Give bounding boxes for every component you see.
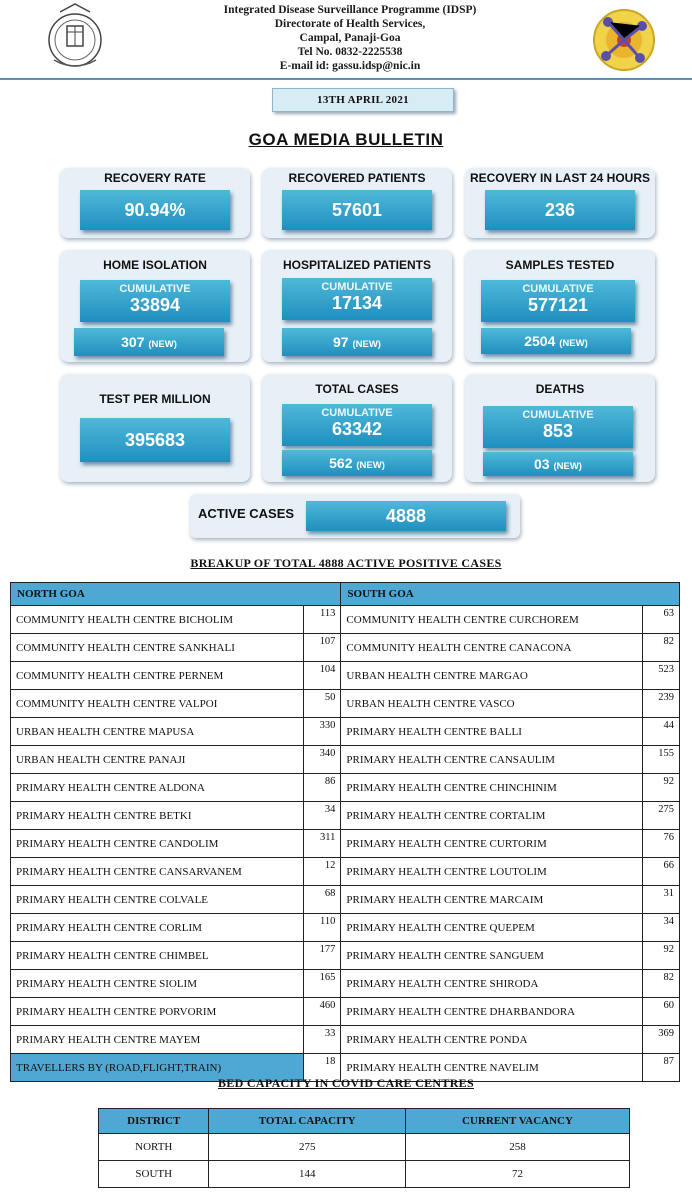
government-emblem-icon: [40, 2, 110, 72]
home-isolation-label: HOME ISOLATION: [103, 258, 207, 272]
north-case-count: 165: [304, 970, 341, 998]
breakup-heading: BREAKUP OF TOTAL 4888 ACTIVE POSITIVE CASES: [190, 556, 502, 570]
total-cases-new-tag: (NEW): [356, 460, 385, 471]
total-cases-label: TOTAL CASES: [315, 382, 399, 396]
north-centre-name: PRIMARY HEALTH CENTRE BETKI: [11, 802, 304, 830]
table-row: [11, 746, 680, 774]
recovered-patients-label: RECOVERED PATIENTS: [288, 171, 426, 185]
samples-tested-card: [465, 250, 655, 362]
table-row: [11, 802, 680, 830]
samples-tested-value: 577121: [527, 295, 589, 315]
north-case-count: 330: [304, 718, 341, 746]
hospitalized-new-value: 97: [333, 334, 349, 350]
south-centre-name: COMMUNITY HEALTH CENTRE CURCHOREM: [341, 606, 643, 634]
hospitalized-new-tag: (NEW): [352, 339, 381, 350]
hospitalized-new-box: [282, 328, 432, 356]
table-row: [11, 970, 680, 998]
north-centre-name: URBAN HEALTH CENTRE MAPUSA: [11, 718, 304, 746]
south-centre-name: PRIMARY HEALTH CENTRE CANSAULIM: [341, 746, 643, 774]
home-isolation-cumulative-box: [80, 280, 230, 322]
deaths-new-box: [483, 452, 633, 476]
test-per-million-label: TEST PER MILLION: [99, 392, 211, 406]
north-centre-name: PRIMARY HEALTH CENTRE CHIMBEL: [11, 942, 304, 970]
south-centre-name: PRIMARY HEALTH CENTRE SHIRODA: [341, 970, 643, 998]
bed-total-capacity: 275: [209, 1134, 405, 1161]
table-row: [11, 998, 680, 1026]
table-row: [11, 606, 680, 634]
table-row: [11, 662, 680, 690]
recovered-patients-value: 57601: [282, 190, 432, 230]
table-row: [11, 858, 680, 886]
page-title: GOA MEDIA BULLETIN: [248, 130, 444, 149]
recovery-rate-label: RECOVERY RATE: [104, 171, 206, 185]
total-cases-card: [262, 374, 452, 482]
active-cases-value: 4888: [306, 501, 506, 531]
bed-header-district: DISTRICT: [99, 1109, 209, 1134]
north-centre-name: PRIMARY HEALTH CENTRE CANDOLIM: [11, 830, 304, 858]
deaths-new-tag: (NEW): [553, 461, 582, 472]
active-cases-label: ACTIVE CASES: [198, 506, 295, 521]
south-centre-name: URBAN HEALTH CENTRE VASCO: [341, 690, 643, 718]
total-cases-new-box: [282, 450, 432, 476]
north-case-count: 34: [304, 802, 341, 830]
south-case-count: 66: [643, 858, 680, 886]
home-isolation-card: [60, 250, 250, 362]
south-centre-name: URBAN HEALTH CENTRE MARGAO: [341, 662, 643, 690]
north-centre-name: COMMUNITY HEALTH CENTRE VALPOI: [11, 690, 304, 718]
header-line-directorate: Directorate of Health Services,: [274, 18, 426, 30]
hospitalized-cumulative-label: CUMULATIVE: [321, 281, 393, 293]
south-case-count: 155: [643, 746, 680, 774]
bed-current-vacancy: 258: [405, 1134, 629, 1161]
bed-district: NORTH: [99, 1134, 209, 1161]
bulletin-date: 13TH APRIL 2021: [272, 88, 454, 112]
table-row: [11, 886, 680, 914]
south-case-count: 92: [643, 942, 680, 970]
north-case-count: 107: [304, 634, 341, 662]
recovery-rate-value: 90.94%: [80, 190, 230, 230]
north-case-count: 460: [304, 998, 341, 1026]
table-row: [11, 914, 680, 942]
samples-tested-new-box: [481, 328, 631, 354]
recovery-24h-card: [465, 168, 655, 238]
deaths-cumulative-box: [483, 406, 633, 448]
active-cases-breakup-table: [10, 582, 680, 1082]
north-centre-name: COMMUNITY HEALTH CENTRE PERNEM: [11, 662, 304, 690]
south-centre-name: PRIMARY HEALTH CENTRE LOUTOLIM: [341, 858, 643, 886]
bed-header-total: TOTAL CAPACITY: [209, 1109, 405, 1134]
north-case-count: 113: [304, 606, 341, 634]
south-case-count: 369: [643, 1026, 680, 1054]
south-case-count: 523: [643, 662, 680, 690]
south-case-count: 239: [643, 690, 680, 718]
north-case-count: 12: [304, 858, 341, 886]
north-case-count: 104: [304, 662, 341, 690]
table-row: [11, 718, 680, 746]
hospitalized-cumulative-box: [282, 278, 432, 320]
south-centre-name: PRIMARY HEALTH CENTRE CURTORIM: [341, 830, 643, 858]
south-centre-name: PRIMARY HEALTH CENTRE BALLI: [341, 718, 643, 746]
bed-current-vacancy: 72: [405, 1161, 629, 1188]
header-line-email: E-mail id: gassu.idsp@nic.in: [279, 60, 421, 72]
table-row: [11, 942, 680, 970]
south-centre-name: PRIMARY HEALTH CENTRE MARCAIM: [341, 886, 643, 914]
north-case-count: 50: [304, 690, 341, 718]
north-centre-name: COMMUNITY HEALTH CENTRE SANKHALI: [11, 634, 304, 662]
test-per-million-value: 395683: [80, 418, 230, 462]
deaths-label: DEATHS: [535, 382, 585, 396]
north-case-count: 177: [304, 942, 341, 970]
recovered-patients-card: [262, 168, 452, 238]
north-centre-name: PRIMARY HEALTH CENTRE COLVALE: [11, 886, 304, 914]
deaths-card: [465, 374, 655, 482]
deaths-value: 853: [542, 421, 574, 441]
header-line-program: Integrated Disease Surveillance Programme (IDSP): [223, 4, 477, 16]
south-case-count: 87: [643, 1054, 680, 1082]
bed-capacity-heading: BED CAPACITY IN COVID CARE CENTRES: [218, 1076, 474, 1090]
north-case-count: 18: [304, 1054, 341, 1082]
south-goa-header: SOUTH GOA: [341, 583, 680, 606]
samples-tested-cumulative-label: CUMULATIVE: [522, 283, 594, 295]
test-per-million-card: [60, 374, 250, 482]
table-row: [11, 774, 680, 802]
table-row: [11, 690, 680, 718]
total-cases-cumulative-label: CUMULATIVE: [321, 407, 393, 419]
total-cases-value: 63342: [331, 419, 383, 439]
north-case-count: 110: [304, 914, 341, 942]
north-case-count: 68: [304, 886, 341, 914]
home-isolation-new-box: [74, 328, 224, 356]
south-case-count: 44: [643, 718, 680, 746]
home-isolation-new-tag: (NEW): [148, 339, 177, 350]
header-line-phone: Tel No. 0832-2225538: [297, 46, 403, 58]
total-cases-new-value: 562: [329, 455, 353, 471]
north-centre-name: PRIMARY HEALTH CENTRE ALDONA: [11, 774, 304, 802]
south-case-count: 31: [643, 886, 680, 914]
samples-tested-new-tag: (NEW): [559, 338, 588, 349]
deaths-new-value: 03: [534, 456, 550, 472]
table-row: [11, 830, 680, 858]
header-divider: [0, 78, 692, 80]
south-case-count: 275: [643, 802, 680, 830]
deaths-cumulative-label: CUMULATIVE: [522, 409, 594, 421]
home-isolation-value: 33894: [129, 295, 181, 315]
header-address: [150, 3, 550, 73]
recovery-24h-label: RECOVERY IN LAST 24 HOURS: [469, 171, 651, 185]
active-cases-card: [190, 494, 520, 538]
table-row: [99, 1134, 630, 1161]
hospitalized-label: HOSPITALIZED PATIENTS: [282, 258, 431, 272]
total-cases-cumulative-box: [282, 404, 432, 446]
south-case-count: 60: [643, 998, 680, 1026]
recovery-rate-card: [60, 168, 250, 238]
south-centre-name: PRIMARY HEALTH CENTRE PONDA: [341, 1026, 643, 1054]
south-centre-name: PRIMARY HEALTH CENTRE CHINCHINIM: [341, 774, 643, 802]
recovery-24h-value: 236: [485, 190, 635, 230]
north-centre-name: TRAVELLERS BY (ROAD,FLIGHT,TRAIN): [11, 1054, 304, 1082]
south-case-count: 76: [643, 830, 680, 858]
north-case-count: 33: [304, 1026, 341, 1054]
bed-header-vacancy: CURRENT VACANCY: [405, 1109, 629, 1134]
bed-capacity-table: [98, 1108, 630, 1188]
north-case-count: 340: [304, 746, 341, 774]
south-centre-name: PRIMARY HEALTH CENTRE CORTALIM: [341, 802, 643, 830]
north-centre-name: PRIMARY HEALTH CENTRE CORLIM: [11, 914, 304, 942]
south-case-count: 82: [643, 970, 680, 998]
south-centre-name: PRIMARY HEALTH CENTRE NAVELIM: [341, 1054, 643, 1082]
south-centre-name: PRIMARY HEALTH CENTRE QUEPEM: [341, 914, 643, 942]
north-centre-name: PRIMARY HEALTH CENTRE CANSARVANEM: [11, 858, 304, 886]
north-centre-name: COMMUNITY HEALTH CENTRE BICHOLIM: [11, 606, 304, 634]
south-case-count: 34: [643, 914, 680, 942]
table-row: [11, 634, 680, 662]
north-centre-name: PRIMARY HEALTH CENTRE SIOLIM: [11, 970, 304, 998]
north-case-count: 86: [304, 774, 341, 802]
south-case-count: 82: [643, 634, 680, 662]
table-row: [11, 1026, 680, 1054]
south-case-count: 92: [643, 774, 680, 802]
samples-tested-new-value: 2504: [524, 333, 556, 349]
south-centre-name: PRIMARY HEALTH CENTRE SANGUEM: [341, 942, 643, 970]
home-isolation-cumulative-label: CUMULATIVE: [119, 283, 191, 295]
hospitalized-value: 17134: [331, 293, 383, 313]
south-centre-name: PRIMARY HEALTH CENTRE DHARBANDORA: [341, 998, 643, 1026]
south-centre-name: COMMUNITY HEALTH CENTRE CANACONA: [341, 634, 643, 662]
samples-tested-label: SAMPLES TESTED: [505, 258, 615, 272]
header-line-location: Campal, Panaji-Goa: [299, 32, 401, 44]
home-isolation-new-value: 307: [121, 334, 145, 350]
table-row: [99, 1161, 630, 1188]
north-centre-name: PRIMARY HEALTH CENTRE PORVORIM: [11, 998, 304, 1026]
south-case-count: 63: [643, 606, 680, 634]
idsp-logo-icon: [588, 2, 660, 78]
samples-tested-cumulative-box: [481, 280, 635, 322]
north-goa-header: NORTH GOA: [11, 583, 341, 606]
north-case-count: 311: [304, 830, 341, 858]
north-centre-name: PRIMARY HEALTH CENTRE MAYEM: [11, 1026, 304, 1054]
hospitalized-card: [262, 250, 452, 362]
north-centre-name: URBAN HEALTH CENTRE PANAJI: [11, 746, 304, 774]
bed-total-capacity: 144: [209, 1161, 405, 1188]
bed-district: SOUTH: [99, 1161, 209, 1188]
